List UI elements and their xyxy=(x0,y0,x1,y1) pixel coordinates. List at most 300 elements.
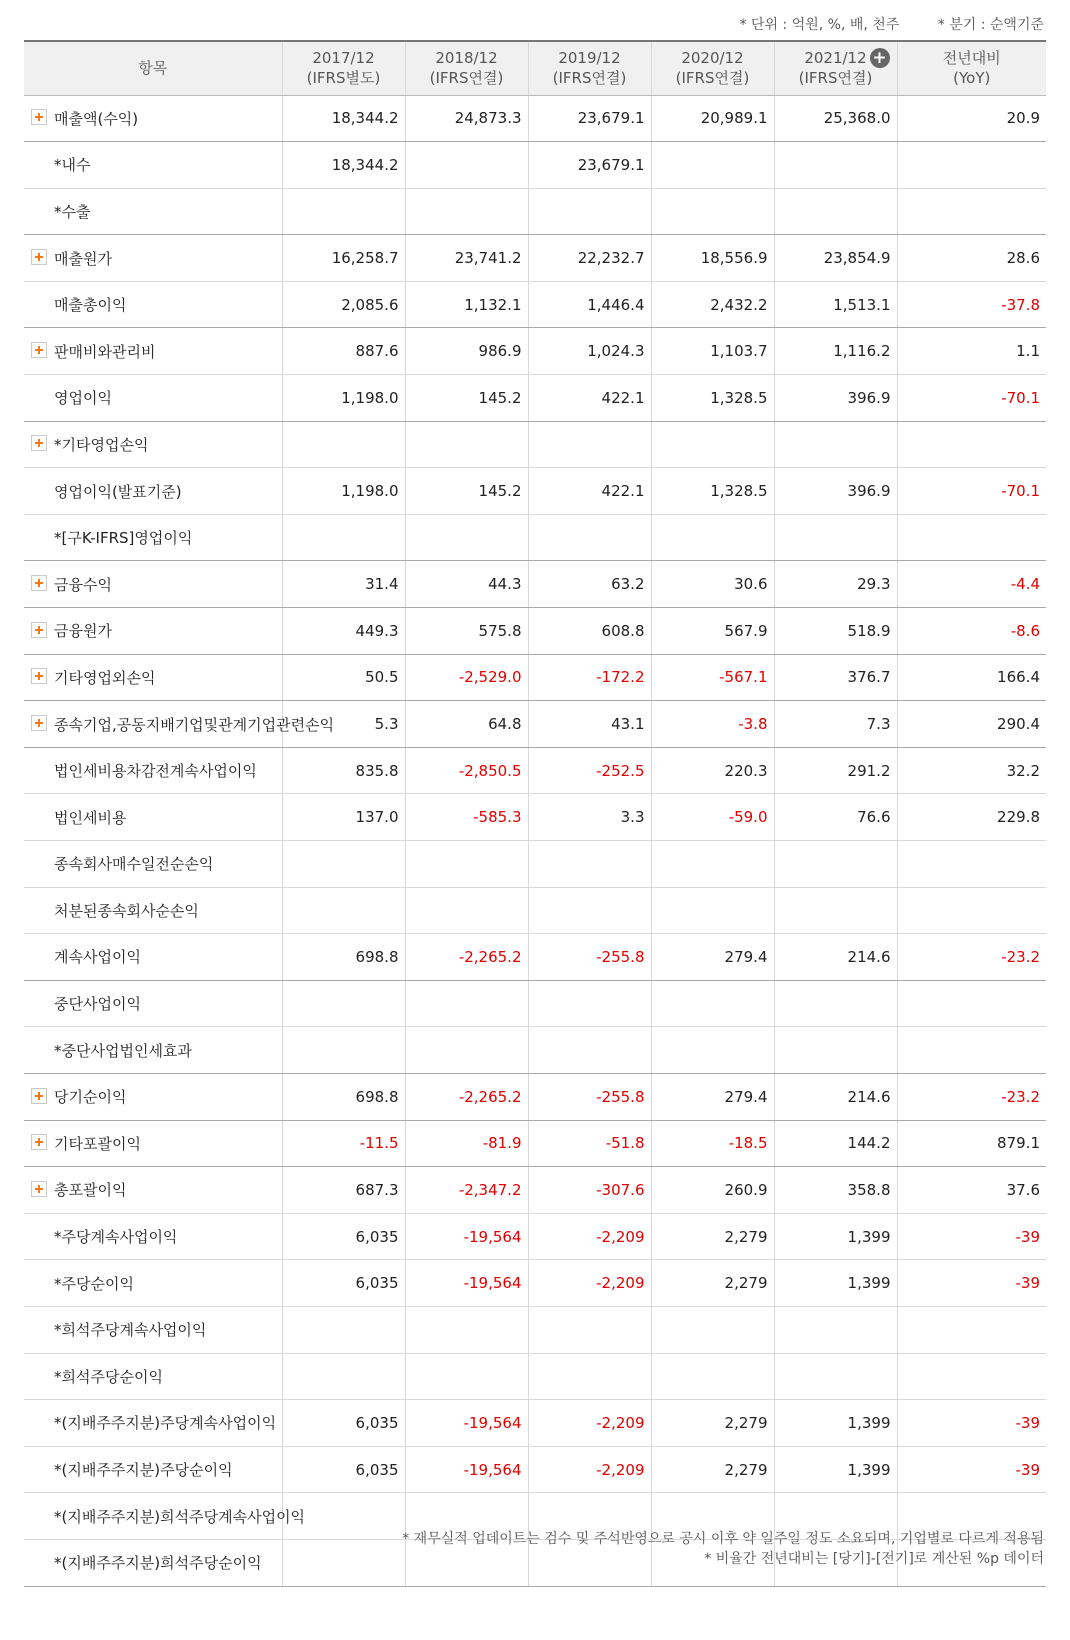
yoy-cell: -39 xyxy=(897,1213,1046,1260)
yoy-cell: 1.1 xyxy=(897,328,1046,375)
value-cell: 6,035 xyxy=(282,1260,405,1307)
value-cell: 2,279 xyxy=(651,1213,774,1260)
row-label-text: 종속회사매수일전순손익 xyxy=(54,855,214,874)
yoy-cell: -39 xyxy=(897,1260,1046,1307)
value-cell xyxy=(774,514,897,561)
yoy-cell xyxy=(897,1353,1046,1400)
yoy-cell xyxy=(897,887,1046,934)
value-cell: 6,035 xyxy=(282,1446,405,1493)
expand-plus-icon[interactable] xyxy=(31,668,47,684)
row-label-text: *희석주당순이익 xyxy=(54,1367,163,1386)
row-label xyxy=(24,142,282,189)
row-label[interactable] xyxy=(24,561,282,608)
value-cell: -255.8 xyxy=(528,1073,651,1120)
row-label-text: 기타영업외손익 xyxy=(54,668,156,687)
value-cell: 145.2 xyxy=(405,468,528,515)
row-label-text: 법인세비용차감전계속사업이익 xyxy=(54,762,257,781)
row-label-text: 매출액(수익) xyxy=(54,109,139,128)
row-label-text: *중단사업법인세효과 xyxy=(54,1041,192,1060)
value-cell xyxy=(651,887,774,934)
row-label xyxy=(24,841,282,888)
value-cell: 1,132.1 xyxy=(405,281,528,328)
row-label-text: *[구K-IFRS]영업이익 xyxy=(54,529,193,548)
value-cell: 1,116.2 xyxy=(774,328,897,375)
row-label[interactable] xyxy=(24,1167,282,1214)
value-cell xyxy=(774,142,897,189)
table-row xyxy=(24,142,1046,189)
value-cell: 6,035 xyxy=(282,1400,405,1447)
yoy-cell: -39 xyxy=(897,1400,1046,1447)
row-label-text: 영업이익(발표기준) xyxy=(54,482,182,501)
table-body xyxy=(24,95,1046,1586)
yoy-cell xyxy=(897,514,1046,561)
table-row xyxy=(24,1260,1046,1307)
row-label-text: 금융원가 xyxy=(54,622,112,641)
value-cell: 76.6 xyxy=(774,794,897,841)
value-cell: 25,368.0 xyxy=(774,95,897,142)
yoy-cell: 166.4 xyxy=(897,654,1046,701)
value-cell: 5.3 xyxy=(282,701,405,748)
table-row xyxy=(24,328,1046,375)
row-label xyxy=(24,980,282,1027)
expand-plus-icon[interactable] xyxy=(31,1181,47,1197)
table-row xyxy=(24,608,1046,655)
row-label-text: *내수 xyxy=(54,156,91,175)
table-row xyxy=(24,375,1046,422)
yoy-cell xyxy=(897,980,1046,1027)
value-cell: -19,564 xyxy=(405,1260,528,1307)
row-label-text: 당기순이익 xyxy=(54,1088,127,1107)
row-label[interactable] xyxy=(24,95,282,142)
row-label-text: 판매비와관리비 xyxy=(54,342,156,361)
row-label xyxy=(24,1027,282,1074)
value-cell xyxy=(282,980,405,1027)
row-label-text: 종속기업,공동지배기업및관계기업관련손익 xyxy=(54,715,335,734)
value-cell xyxy=(282,887,405,934)
row-label-text: *(지배주주지분)주당계속사업이익 xyxy=(54,1414,277,1433)
value-cell: 1,198.0 xyxy=(282,375,405,422)
value-cell: 3.3 xyxy=(528,794,651,841)
value-cell: 986.9 xyxy=(405,328,528,375)
value-cell xyxy=(405,980,528,1027)
value-cell: -51.8 xyxy=(528,1120,651,1167)
table-row xyxy=(24,188,1046,235)
value-cell xyxy=(282,421,405,468)
row-label-text: 계속사업이익 xyxy=(54,948,141,967)
value-cell: -18.5 xyxy=(651,1120,774,1167)
value-cell xyxy=(405,887,528,934)
unit-note: * 단위 : 억원, %, 배, 천주 xyxy=(739,17,900,33)
value-cell: 144.2 xyxy=(774,1120,897,1167)
yoy-cell: 32.2 xyxy=(897,747,1046,794)
row-label-text: 영업이익 xyxy=(54,389,112,408)
value-cell: 575.8 xyxy=(405,608,528,655)
row-label[interactable] xyxy=(24,235,282,282)
value-cell: 2,085.6 xyxy=(282,281,405,328)
row-label-text: 매출원가 xyxy=(54,249,112,268)
value-cell: 18,344.2 xyxy=(282,142,405,189)
yoy-cell xyxy=(897,188,1046,235)
row-label xyxy=(24,1306,282,1353)
row-label-text: 처분된종속회사순손익 xyxy=(54,901,199,920)
value-cell xyxy=(282,1027,405,1074)
row-label xyxy=(24,1213,282,1260)
value-cell: 698.8 xyxy=(282,934,405,981)
header-yoy: 전년대비 (YoY) xyxy=(897,41,1046,95)
row-label xyxy=(24,514,282,561)
value-cell xyxy=(405,1027,528,1074)
value-cell xyxy=(774,1353,897,1400)
table-row xyxy=(24,1027,1046,1074)
value-cell xyxy=(528,1306,651,1353)
yoy-cell: -37.8 xyxy=(897,281,1046,328)
row-label-text: *희석주당계속사업이익 xyxy=(54,1321,207,1340)
value-cell: 220.3 xyxy=(651,747,774,794)
table-row xyxy=(24,980,1046,1027)
value-cell: 6,035 xyxy=(282,1213,405,1260)
value-cell: 31.4 xyxy=(282,561,405,608)
yoy-cell xyxy=(897,421,1046,468)
value-cell: -19,564 xyxy=(405,1446,528,1493)
header-col-2019: 2019/12 (IFRS연결) xyxy=(528,41,651,95)
expand-plus-icon[interactable] xyxy=(31,575,47,591)
header-col-2020: 2020/12 (IFRS연결) xyxy=(651,41,774,95)
value-cell: 16,258.7 xyxy=(282,235,405,282)
header-item: 항목 xyxy=(24,41,282,95)
value-cell: 18,556.9 xyxy=(651,235,774,282)
value-cell: 50.5 xyxy=(282,654,405,701)
value-cell: 1,513.1 xyxy=(774,281,897,328)
value-cell: -255.8 xyxy=(528,934,651,981)
row-label xyxy=(24,747,282,794)
yoy-cell: 229.8 xyxy=(897,794,1046,841)
yoy-cell xyxy=(897,1027,1046,1074)
value-cell: 260.9 xyxy=(651,1167,774,1214)
value-cell xyxy=(651,188,774,235)
value-cell xyxy=(651,421,774,468)
value-cell: -2,529.0 xyxy=(405,654,528,701)
value-cell: -172.2 xyxy=(528,654,651,701)
row-label xyxy=(24,794,282,841)
expand-plus-icon[interactable] xyxy=(31,1134,47,1150)
row-label[interactable] xyxy=(24,701,335,748)
value-cell: -19,564 xyxy=(405,1400,528,1447)
value-cell xyxy=(774,841,897,888)
yoy-cell xyxy=(897,1306,1046,1353)
value-cell xyxy=(282,841,405,888)
table-header-row xyxy=(24,41,1046,95)
row-label xyxy=(24,468,282,515)
value-cell: 20,989.1 xyxy=(651,95,774,142)
table-row xyxy=(24,701,1046,748)
row-label xyxy=(24,887,282,934)
value-cell: -2,209 xyxy=(528,1400,651,1447)
unit-notes xyxy=(706,14,1044,34)
value-cell xyxy=(405,188,528,235)
table-row xyxy=(24,1213,1046,1260)
row-label[interactable] xyxy=(24,1073,282,1120)
value-cell xyxy=(528,1353,651,1400)
row-label xyxy=(24,375,282,422)
value-cell: 2,279 xyxy=(651,1400,774,1447)
expand-plus-icon[interactable] xyxy=(31,109,47,125)
footnote-2: * 비율간 전년대비는 [당기]-[전기]로 계산된 %p 데이터 xyxy=(704,1551,1044,1567)
row-label-text: 기타포괄이익 xyxy=(54,1134,141,1153)
value-cell xyxy=(528,188,651,235)
value-cell xyxy=(405,514,528,561)
value-cell: -567.1 xyxy=(651,654,774,701)
value-cell xyxy=(774,188,897,235)
value-cell: 22,232.7 xyxy=(528,235,651,282)
row-label-text: *(지배주주지분)희석주당계속사업이익 xyxy=(54,1507,306,1526)
value-cell xyxy=(651,514,774,561)
value-cell xyxy=(528,421,651,468)
row-label-text: 금융수익 xyxy=(54,575,112,594)
table-row xyxy=(24,841,1046,888)
row-label-text: *주당순이익 xyxy=(54,1274,134,1293)
expand-plus-icon[interactable] xyxy=(31,435,47,451)
row-label xyxy=(24,1539,282,1586)
value-cell xyxy=(528,841,651,888)
value-cell: 7.3 xyxy=(774,701,897,748)
value-cell: 422.1 xyxy=(528,468,651,515)
plus-circle-icon[interactable]: + xyxy=(870,48,890,68)
value-cell: 2,279 xyxy=(651,1260,774,1307)
value-cell: -81.9 xyxy=(405,1120,528,1167)
value-cell: 30.6 xyxy=(651,561,774,608)
yoy-cell: -8.6 xyxy=(897,608,1046,655)
value-cell: 63.2 xyxy=(528,561,651,608)
value-cell: 698.8 xyxy=(282,1073,405,1120)
value-cell: -2,209 xyxy=(528,1213,651,1260)
value-cell: 1,328.5 xyxy=(651,375,774,422)
value-cell: 64.8 xyxy=(405,701,528,748)
yoy-cell: -4.4 xyxy=(897,561,1046,608)
expand-plus-icon[interactable] xyxy=(31,1088,47,1104)
value-cell xyxy=(282,1353,405,1400)
table-row xyxy=(24,1120,1046,1167)
income-statement-table xyxy=(24,40,1046,1587)
yoy-cell: -23.2 xyxy=(897,1073,1046,1120)
table-row xyxy=(24,235,1046,282)
table-row xyxy=(24,1073,1046,1120)
value-cell xyxy=(405,1306,528,1353)
row-label-text: *(지배주주지분)희석주당순이익 xyxy=(54,1554,262,1573)
value-cell: 1,198.0 xyxy=(282,468,405,515)
expand-plus-icon[interactable] xyxy=(31,622,47,638)
row-label-text: *주당계속사업이익 xyxy=(54,1228,178,1247)
value-cell: 687.3 xyxy=(282,1167,405,1214)
yoy-cell: 37.6 xyxy=(897,1167,1046,1214)
value-cell: 1,103.7 xyxy=(651,328,774,375)
value-cell: -11.5 xyxy=(282,1120,405,1167)
value-cell: 1,328.5 xyxy=(651,468,774,515)
row-label-text: *기타영업손익 xyxy=(54,435,149,454)
row-label xyxy=(24,1493,306,1540)
value-cell xyxy=(405,841,528,888)
table-row xyxy=(24,747,1046,794)
value-cell: 1,446.4 xyxy=(528,281,651,328)
value-cell xyxy=(405,421,528,468)
table-row xyxy=(24,561,1046,608)
value-cell: 1,024.3 xyxy=(528,328,651,375)
value-cell: -2,209 xyxy=(528,1446,651,1493)
value-cell: 396.9 xyxy=(774,375,897,422)
value-cell: 835.8 xyxy=(282,747,405,794)
value-cell xyxy=(774,1306,897,1353)
value-cell: -2,265.2 xyxy=(405,934,528,981)
value-cell: 2,432.2 xyxy=(651,281,774,328)
value-cell: -307.6 xyxy=(528,1167,651,1214)
yoy-cell: -70.1 xyxy=(897,375,1046,422)
table-row xyxy=(24,1306,1046,1353)
value-cell: 24,873.3 xyxy=(405,95,528,142)
row-label[interactable] xyxy=(24,654,282,701)
row-label xyxy=(24,1400,282,1447)
header-col-2018: 2018/12 (IFRS연결) xyxy=(405,41,528,95)
value-cell: -2,209 xyxy=(528,1260,651,1307)
value-cell: 567.9 xyxy=(651,608,774,655)
value-cell: -3.8 xyxy=(651,701,774,748)
row-label xyxy=(24,281,282,328)
table-row xyxy=(24,934,1046,981)
value-cell xyxy=(282,1306,405,1353)
quarter-note: * 분기 : 순액기준 xyxy=(937,17,1044,33)
row-label xyxy=(24,1446,282,1493)
table-row xyxy=(24,281,1046,328)
value-cell: 449.3 xyxy=(282,608,405,655)
value-cell: 18,344.2 xyxy=(282,95,405,142)
row-label[interactable] xyxy=(24,608,282,655)
value-cell xyxy=(774,980,897,1027)
value-cell: 145.2 xyxy=(405,375,528,422)
row-label[interactable] xyxy=(24,328,282,375)
table-row xyxy=(24,887,1046,934)
value-cell: -59.0 xyxy=(651,794,774,841)
table-row xyxy=(24,95,1046,142)
yoy-cell: 879.1 xyxy=(897,1120,1046,1167)
yoy-cell: 20.9 xyxy=(897,95,1046,142)
value-cell: 23,854.9 xyxy=(774,235,897,282)
value-cell: 23,741.2 xyxy=(405,235,528,282)
value-cell xyxy=(774,887,897,934)
row-label xyxy=(24,1353,282,1400)
value-cell: -585.3 xyxy=(405,794,528,841)
value-cell xyxy=(774,1027,897,1074)
table-row xyxy=(24,794,1046,841)
expand-plus-icon[interactable] xyxy=(31,249,47,265)
header-col-2017: 2017/12 (IFRS별도) xyxy=(282,41,405,95)
value-cell: 887.6 xyxy=(282,328,405,375)
footnote-1: * 재무실적 업데이트는 검수 및 주석반영으로 공시 이후 약 일주일 정도 소요되며, 기업별로 다르게 적용됨 xyxy=(402,1531,1044,1547)
value-cell: 23,679.1 xyxy=(528,95,651,142)
value-cell: 1,399 xyxy=(774,1400,897,1447)
table-row xyxy=(24,421,1046,468)
yoy-cell xyxy=(897,142,1046,189)
value-cell: 358.8 xyxy=(774,1167,897,1214)
value-cell: 422.1 xyxy=(528,375,651,422)
table-row xyxy=(24,1446,1046,1493)
value-cell: -2,347.2 xyxy=(405,1167,528,1214)
yoy-cell: -23.2 xyxy=(897,934,1046,981)
value-cell xyxy=(651,142,774,189)
value-cell: 23,679.1 xyxy=(528,142,651,189)
value-cell: 2,279 xyxy=(651,1446,774,1493)
value-cell: 214.6 xyxy=(774,1073,897,1120)
row-label-text: 법인세비용 xyxy=(54,808,127,827)
value-cell: -252.5 xyxy=(528,747,651,794)
value-cell xyxy=(651,1306,774,1353)
value-cell xyxy=(651,1027,774,1074)
value-cell xyxy=(282,1539,405,1586)
value-cell: -19,564 xyxy=(405,1213,528,1260)
row-label xyxy=(24,934,282,981)
value-cell xyxy=(651,841,774,888)
value-cell xyxy=(405,142,528,189)
value-cell: 279.4 xyxy=(651,1073,774,1120)
yoy-cell: -39 xyxy=(897,1446,1046,1493)
value-cell: 137.0 xyxy=(282,794,405,841)
row-label[interactable] xyxy=(24,421,282,468)
value-cell xyxy=(528,980,651,1027)
value-cell xyxy=(651,980,774,1027)
expand-plus-icon[interactable] xyxy=(31,342,47,358)
value-cell xyxy=(405,1353,528,1400)
yoy-cell: 290.4 xyxy=(897,701,1046,748)
row-label-text: 매출총이익 xyxy=(54,296,127,315)
value-cell xyxy=(282,514,405,561)
value-cell: 396.9 xyxy=(774,468,897,515)
value-cell: 1,399 xyxy=(774,1213,897,1260)
row-label xyxy=(24,188,282,235)
table-row xyxy=(24,1400,1046,1447)
value-cell: -2,265.2 xyxy=(405,1073,528,1120)
table-row xyxy=(24,654,1046,701)
value-cell xyxy=(528,887,651,934)
yoy-cell: -70.1 xyxy=(897,468,1046,515)
value-cell: 1,399 xyxy=(774,1260,897,1307)
row-label-text: *수출 xyxy=(54,202,91,221)
value-cell xyxy=(528,1027,651,1074)
value-cell: 279.4 xyxy=(651,934,774,981)
value-cell: 43.1 xyxy=(528,701,651,748)
expand-plus-icon[interactable] xyxy=(31,715,47,731)
value-cell: -2,850.5 xyxy=(405,747,528,794)
yoy-cell xyxy=(897,841,1046,888)
value-cell: 518.9 xyxy=(774,608,897,655)
value-cell: 291.2 xyxy=(774,747,897,794)
table-row xyxy=(24,1353,1046,1400)
value-cell: 376.7 xyxy=(774,654,897,701)
row-label xyxy=(24,1260,282,1307)
value-cell xyxy=(282,188,405,235)
table-row xyxy=(24,514,1046,561)
value-cell: 214.6 xyxy=(774,934,897,981)
value-cell: 1,399 xyxy=(774,1446,897,1493)
row-label-text: 총포괄이익 xyxy=(54,1181,127,1200)
value-cell xyxy=(651,1353,774,1400)
value-cell: 29.3 xyxy=(774,561,897,608)
value-cell xyxy=(528,514,651,561)
value-cell xyxy=(774,421,897,468)
yoy-cell: 28.6 xyxy=(897,235,1046,282)
table-row xyxy=(24,468,1046,515)
value-cell: 44.3 xyxy=(405,561,528,608)
value-cell: 608.8 xyxy=(528,608,651,655)
header-col-2021: 2021/12 (IFRS연결) + xyxy=(774,41,897,95)
row-label[interactable] xyxy=(24,1120,282,1167)
row-label-text: *(지배주주지분)주당순이익 xyxy=(54,1461,233,1480)
